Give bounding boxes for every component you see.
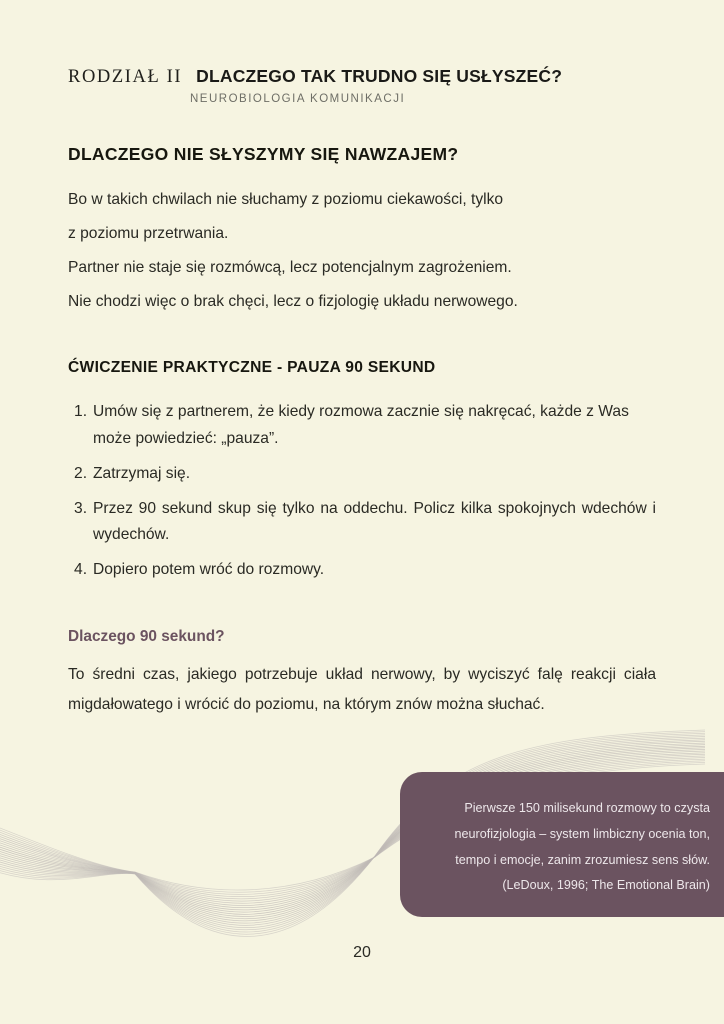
quote-callout-card — [400, 772, 724, 917]
intro-paragraphs — [68, 189, 656, 312]
list-item: Zatrzymaj się. — [93, 464, 191, 482]
why-subheading: Dlaczego 90 sekund? — [68, 628, 225, 646]
chapter-header-line — [68, 66, 562, 88]
exercise-heading: ĆWICZENIE PRAKTYCZNE - PAUZA 90 SEKUND — [68, 359, 436, 377]
quote-citation: (LeDoux, 1996; The Emotional Brain) — [502, 878, 710, 893]
intro-line: z poziomu przetrwania. — [68, 225, 229, 243]
section-heading: DLACZEGO NIE SŁYSZYMY SIĘ NAWZAJEM? — [68, 144, 459, 164]
list-item: Przez 90 sekund skup się tylko na oddechu. Policz kilka spokojnych wdechów i wydechów. — [93, 499, 656, 544]
exercise-steps-list — [68, 399, 656, 584]
why-body-text: To średni czas, jakiego potrzebuje układ nerwowy, by wyciszyć falę reakcji ciała migdałowatego i wrócić do poziomu, na którym znów można słuchać. — [68, 666, 656, 714]
quote-text: Pierwsze 150 milisekund rozmowy to czysta neurofizjologia – system limbiczny ocenia ton, tempo i emocje, zanim zrozumiesz sens słów. — [454, 801, 710, 867]
intro-line: Nie chodzi więc o brak chęci, lecz o fizjologię układu nerwowego. — [68, 293, 518, 311]
chapter-title: DLACZEGO TAK TRUDNO SIĘ USŁYSZEĆ? — [196, 66, 563, 86]
intro-line: Bo w takich chwilach nie słuchamy z poziomu ciekawości, tylko — [68, 191, 504, 208]
list-item: Dopiero potem wróć do rozmowy. — [93, 561, 325, 579]
page-content — [68, 144, 656, 721]
chapter-label: RODZIAŁ II — [68, 67, 183, 87]
list-item: Umów się z partnerem, że kiedy rozmowa zacznie się nakręcać, każde z Was może powiedzieć: „pauza”. — [93, 403, 629, 447]
chapter-subtitle: NEUROBIOLOGIA KOMUNIKACJI — [190, 93, 406, 105]
page-number: 20 — [353, 944, 371, 961]
chapter-header — [68, 66, 562, 105]
intro-line: Partner nie staje się rozmówcą, lecz potencjalnym zagrożeniem. — [68, 259, 512, 277]
